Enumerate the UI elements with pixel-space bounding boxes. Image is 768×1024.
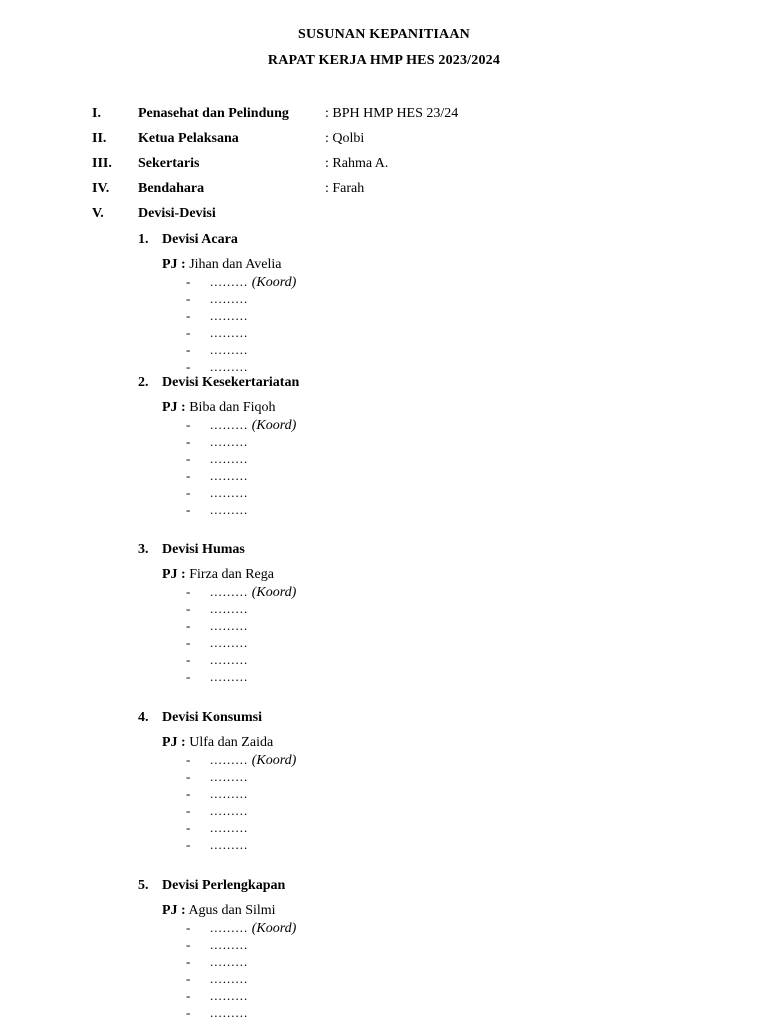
member-placeholder: ......... — [210, 769, 249, 784]
member-placeholder: ......... — [210, 652, 249, 667]
member-placeholder: ......... — [210, 434, 249, 449]
member-slot — [186, 485, 248, 501]
section-label: Ketua Pelaksana — [138, 131, 239, 146]
dash-bullet: - — [186, 769, 191, 784]
member-slot — [186, 837, 248, 853]
division-number: 1. — [138, 232, 149, 247]
pj-names: Firza dan Rega — [185, 567, 274, 582]
member-placeholder: ......... — [210, 359, 249, 374]
pj-label: PJ : — [162, 257, 186, 272]
division-number: 2. — [138, 375, 149, 390]
member-slot — [186, 971, 248, 987]
member-placeholder: ......... — [210, 451, 249, 466]
division-name: Devisi Acara — [162, 232, 238, 247]
division-name: Devisi Kesekertariatan — [162, 375, 300, 390]
member-placeholder: ......... — [210, 971, 249, 986]
member-placeholder: ......... — [210, 618, 249, 633]
member-placeholder: ......... — [210, 342, 249, 357]
member-slot — [186, 308, 248, 324]
section-value: : Farah — [325, 181, 365, 196]
dash-bullet: - — [186, 920, 191, 935]
member-placeholder: ......... — [210, 803, 249, 818]
member-placeholder: ......... — [210, 920, 249, 935]
member-slot — [186, 274, 296, 291]
pj-label: PJ : — [162, 400, 186, 415]
document-subtitle: RAPAT KERJA HMP HES 2023/2024 — [267, 53, 501, 68]
division-pj — [162, 903, 276, 919]
member-placeholder: ......... — [210, 837, 249, 852]
koord-label: (Koord) — [248, 585, 297, 600]
pj-names: Ulfa dan Zaida — [185, 735, 274, 750]
member-slot — [186, 786, 248, 802]
section-row — [0, 156, 768, 174]
member-slot — [186, 601, 248, 617]
member-slot — [186, 291, 248, 307]
division-name: Devisi Konsumsi — [162, 710, 262, 725]
member-placeholder: ......... — [210, 988, 249, 1003]
dash-bullet: - — [186, 325, 191, 340]
member-placeholder: ......... — [210, 308, 249, 323]
member-slot — [186, 669, 248, 685]
division-pj — [162, 567, 274, 583]
koord-label: (Koord) — [248, 753, 297, 768]
section-row — [0, 131, 768, 149]
pj-names: Jihan dan Avelia — [185, 257, 282, 272]
pj-label: PJ : — [162, 735, 186, 750]
member-slot — [186, 652, 248, 668]
dash-bullet: - — [186, 752, 191, 767]
dash-bullet: - — [186, 652, 191, 667]
dash-bullet: - — [186, 988, 191, 1003]
section-value: : Rahma A. — [325, 156, 389, 171]
member-slot — [186, 502, 248, 518]
pj-label: PJ : — [162, 903, 186, 918]
dash-bullet: - — [186, 291, 191, 306]
dash-bullet: - — [186, 954, 191, 969]
section-label: Devisi-Devisi — [138, 206, 216, 221]
division-number: 5. — [138, 878, 149, 893]
dash-bullet: - — [186, 584, 191, 599]
dash-bullet: - — [186, 803, 191, 818]
member-slot — [186, 618, 248, 634]
division-heading — [138, 542, 245, 558]
dash-bullet: - — [186, 937, 191, 952]
section-number: I. — [92, 106, 101, 121]
dash-bullet: - — [186, 502, 191, 517]
section-label: Bendahara — [138, 181, 205, 196]
member-placeholder: ......... — [210, 601, 249, 616]
member-placeholder: ......... — [210, 635, 249, 650]
member-slot — [186, 325, 248, 341]
member-slot — [186, 584, 296, 601]
section-value: : Qolbi — [325, 131, 365, 146]
division-heading — [138, 878, 285, 894]
division-name: Devisi Perlengkapan — [162, 878, 286, 893]
division-heading — [138, 232, 238, 248]
dash-bullet: - — [186, 820, 191, 835]
member-slot — [186, 417, 296, 434]
dash-bullet: - — [186, 468, 191, 483]
division-number: 3. — [138, 542, 149, 557]
koord-label: (Koord) — [248, 418, 297, 433]
dash-bullet: - — [186, 618, 191, 633]
member-slot — [186, 820, 248, 836]
section-number: III. — [92, 156, 112, 171]
pj-names: Biba dan Fiqoh — [185, 400, 276, 415]
member-placeholder: ......... — [210, 417, 249, 432]
koord-label: (Koord) — [248, 275, 297, 290]
member-slot — [186, 752, 296, 769]
dash-bullet: - — [186, 635, 191, 650]
dash-bullet: - — [186, 601, 191, 616]
division-heading — [138, 375, 299, 391]
member-slot — [186, 434, 248, 450]
section-row — [0, 206, 768, 224]
member-slot — [186, 769, 248, 785]
member-placeholder: ......... — [210, 584, 249, 599]
member-slot — [186, 937, 248, 953]
division-pj — [162, 400, 276, 416]
section-label: Penasehat dan Pelindung — [138, 106, 289, 121]
member-slot — [186, 359, 248, 375]
member-placeholder: ......... — [210, 752, 249, 767]
member-placeholder: ......... — [210, 954, 249, 969]
section-number: II. — [92, 131, 107, 146]
dash-bullet: - — [186, 1005, 191, 1020]
member-slot — [186, 803, 248, 819]
dash-bullet: - — [186, 669, 191, 684]
member-placeholder: ......... — [210, 291, 249, 306]
section-value: : BPH HMP HES 23/24 — [325, 106, 459, 121]
division-name: Devisi Humas — [162, 542, 245, 557]
dash-bullet: - — [186, 359, 191, 374]
member-placeholder: ......... — [210, 274, 249, 289]
member-slot — [186, 451, 248, 467]
member-placeholder: ......... — [210, 937, 249, 952]
dash-bullet: - — [186, 342, 191, 357]
dash-bullet: - — [186, 417, 191, 432]
dash-bullet: - — [186, 971, 191, 986]
pj-names: Agus dan Silmi — [185, 903, 276, 918]
member-slot — [186, 1005, 248, 1021]
dash-bullet: - — [186, 485, 191, 500]
dash-bullet: - — [186, 451, 191, 466]
member-slot — [186, 920, 296, 937]
dash-bullet: - — [186, 434, 191, 449]
member-placeholder: ......... — [210, 468, 249, 483]
dash-bullet: - — [186, 308, 191, 323]
member-placeholder: ......... — [210, 325, 249, 340]
section-row — [0, 181, 768, 199]
koord-label: (Koord) — [248, 921, 297, 936]
member-slot — [186, 954, 248, 970]
division-pj — [162, 257, 282, 273]
member-slot — [186, 468, 248, 484]
pj-label: PJ : — [162, 567, 186, 582]
division-heading — [138, 710, 262, 726]
member-placeholder: ......... — [210, 1005, 249, 1020]
dash-bullet: - — [186, 274, 191, 289]
member-placeholder: ......... — [210, 669, 249, 684]
dash-bullet: - — [186, 837, 191, 852]
member-slot — [186, 988, 248, 1004]
member-slot — [186, 635, 248, 651]
division-number: 4. — [138, 710, 149, 725]
member-placeholder: ......... — [210, 485, 249, 500]
member-slot — [186, 342, 248, 358]
section-number: V. — [92, 206, 104, 221]
section-row — [0, 106, 768, 124]
member-placeholder: ......... — [210, 786, 249, 801]
section-label: Sekertaris — [138, 156, 200, 171]
member-placeholder: ......... — [210, 820, 249, 835]
dash-bullet: - — [186, 786, 191, 801]
document-title: SUSUNAN KEPANITIAAN — [298, 27, 470, 42]
section-number: IV. — [92, 181, 110, 196]
member-placeholder: ......... — [210, 502, 249, 517]
division-pj — [162, 735, 273, 751]
